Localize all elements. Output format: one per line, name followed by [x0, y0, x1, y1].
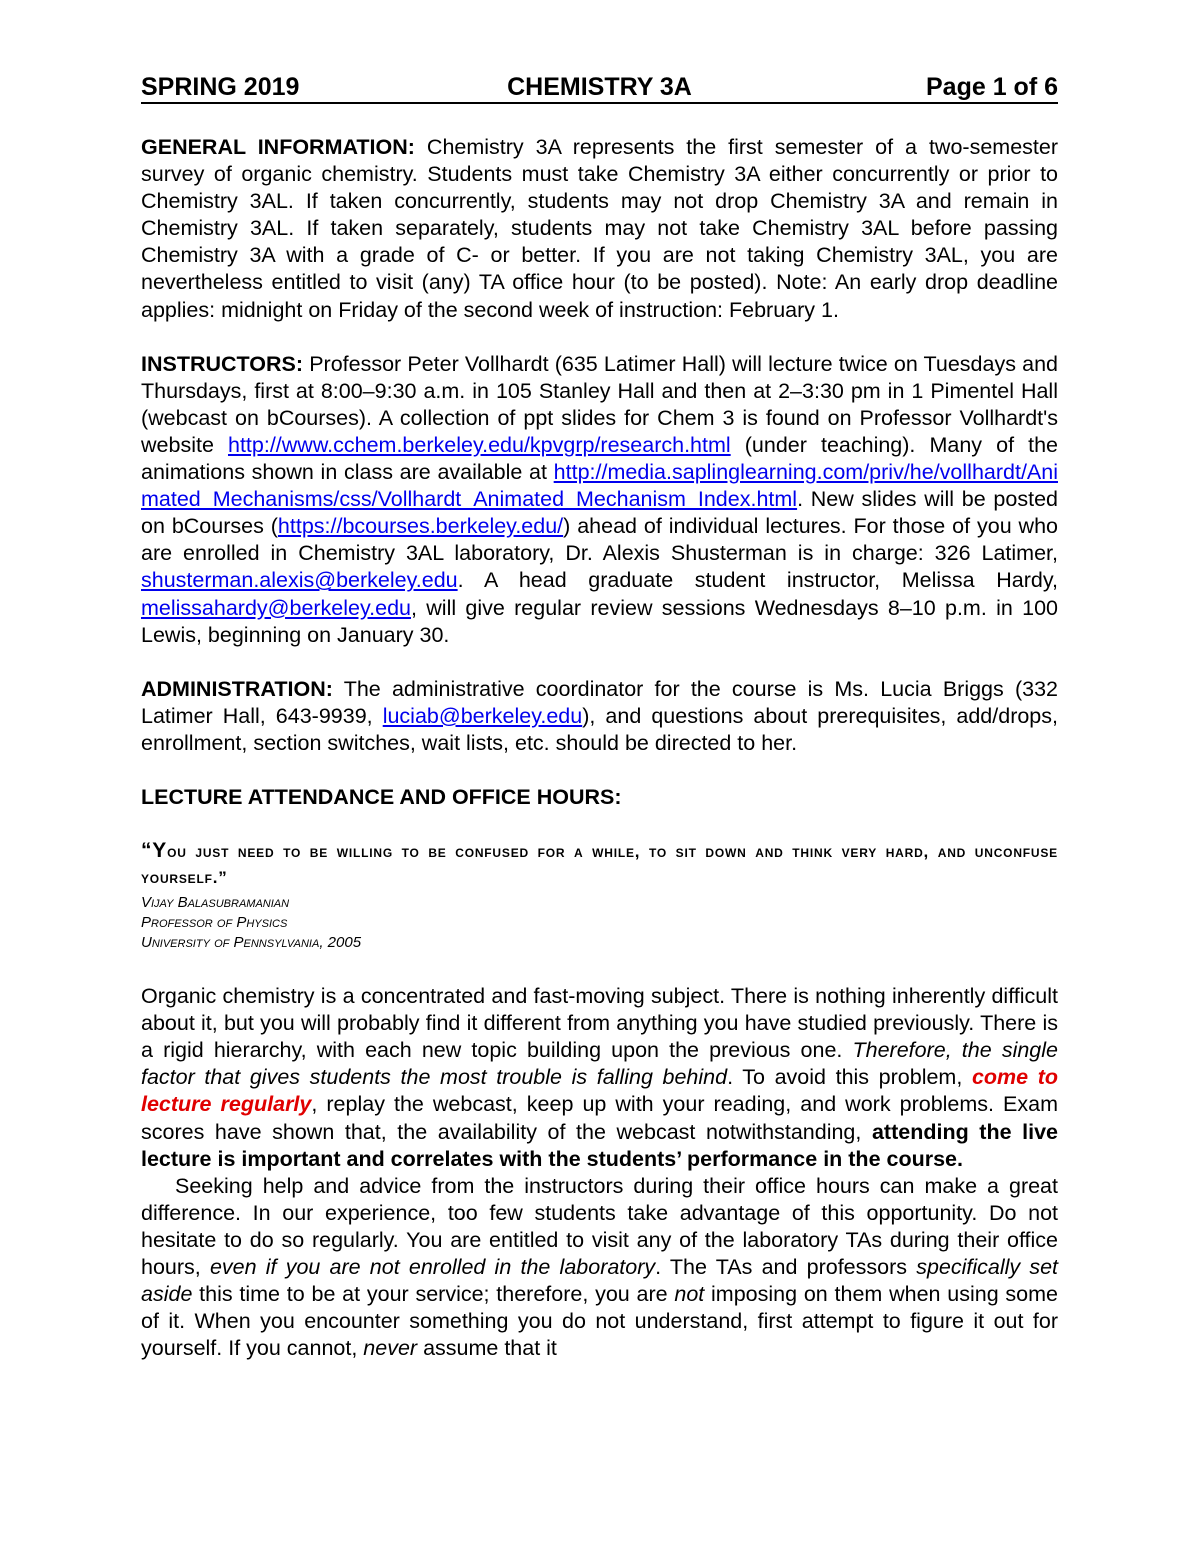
instructors-text-5: . A head graduate student instructor, Melissa Hardy, [457, 568, 1058, 593]
administration-text-2: ), and questions about prerequisites, add/drops, enrollment, section switches, wait lists, etc. should be directed to her. [141, 703, 1058, 755]
quote-block [141, 838, 1058, 891]
hardy-email-link[interactable]: melissahardy@berkeley.edu [141, 595, 411, 620]
seeking-italic-4: never [363, 1336, 418, 1361]
organic-italic-emphasis: Therefore, the single factor that gives students the most trouble is falling behind [141, 1038, 1058, 1090]
seeking-text-1: Seeking help and advice from the instructors during their office hours can make a great difference. In our experience, too few students take advantage of this opportunity. Do not hesitate to do so regularly. You are entitled to visit any of the laboratory TAs during their office hours, [141, 1173, 1058, 1279]
briggs-email-link[interactable]: luciab@berkeley.edu [382, 703, 583, 728]
quote-author-title: Professor of Physics [141, 914, 288, 932]
instructors-text-2: (under teaching). Many of the animations shown in class are available at [141, 432, 1059, 485]
seeking-italic-3: not [674, 1282, 705, 1307]
organic-chemistry-paragraph [141, 983, 1058, 1173]
bcourses-link[interactable]: https://bcourses.berkeley.edu/ [277, 514, 564, 539]
page-header [141, 70, 1058, 104]
quote-open: “Y [141, 839, 168, 863]
general-information-text: Chemistry 3A represents the first semester of a two-semester survey of organic chemistry. Students must take Chemistry 3A either concurrently or prior to Chemistry 3AL. If taken concurrently, students may not drop Chemistry 3A and remain in Chemistry 3AL. If taken separately, students may not take Chemistry 3AL before passing Chemistry 3A with a grade of C‑ or better. If you are not taking Chemistry 3AL, you are nevertheless entitled to visit (any) TA office hour (to be posted). Note: An early drop deadline applies: midnight on Friday of the second week of instruction: February 1. [141, 135, 1058, 322]
seeking-text-3: this time to be at your service; therefore, you are [192, 1282, 675, 1307]
instructors-text-1: Professor Peter Vollhardt (635 Latimer Hall) will lecture twice on Tuesdays and Thursdays, first at 8:00–9:30 a.m. in 105 Stanley Hall and then at 2–3:30 pm in 1 Pimentel Hall (webcast on bCourses). A collection of ppt slides for Chem 3 is found on Professor Vollhardt's website [141, 351, 1058, 457]
animated-mechanisms-link[interactable]: http://media.saplinglearning.com/priv/he/vollhardt/Animated_Mechanisms/css/Vollhardt_Animated_Mechanism_Index.html [141, 460, 1058, 512]
research-website-link[interactable]: http://www.cchem.berkeley.edu/kpvgrp/research.html [227, 432, 731, 457]
lecture-attendance-heading: LECTURE ATTENDANCE AND OFFICE HOURS: [141, 784, 622, 809]
general-information-label: GENERAL INFORMATION: [141, 135, 415, 159]
seeking-text-4: imposing on them when using some of it. When you encounter something you do not understand, first attempt to figure it out for yourself. If you cannot, [141, 1282, 1058, 1361]
quote-author: Vijay Balasubramanian [141, 894, 290, 912]
instructors-text-3: . New slides will be posted on bCourses ( [141, 487, 1058, 539]
office-hours-paragraph [141, 1173, 1058, 1363]
administration-text-1: The administrative coordinator for the course is Ms. Lucia Briggs (332 Latimer Hall, 643-9939, [141, 676, 1058, 728]
seeking-text-2: . The TAs and professors [655, 1255, 917, 1279]
administration-paragraph [141, 676, 1058, 757]
header-page-number: Page 1 of 6 [926, 73, 1058, 101]
header-semester: SPRING 2019 [141, 73, 300, 101]
instructors-text-4: ) ahead of individual lectures. For those of you who are enrolled in Chemistry 3AL laboratory, Dr. Alexis Shusterman is in charge: 326 Latimer, [141, 514, 1058, 566]
general-information-paragraph [141, 134, 1058, 324]
organic-text-3: , replay the webcast, keep up with your reading, and work problems. Exam scores have shown that, the availability of the webcast notwithstanding, [141, 1092, 1059, 1144]
quote-author-affiliation: University of Pennsylvania, 2005 [141, 934, 362, 952]
come-to-lecture-emphasis: come to lecture regularly [141, 1065, 1059, 1117]
seeking-italic-2: specifically set aside [141, 1255, 1059, 1307]
instructors-paragraph [141, 351, 1058, 649]
header-course: CHEMISTRY 3A [507, 73, 692, 101]
attendance-bold-statement: attending the live lecture is important and correlates with the students’ performance in the course. [141, 1119, 1058, 1171]
seeking-text-5: assume that it [417, 1336, 557, 1361]
shusterman-email-link[interactable]: shusterman.alexis@berkeley.edu [141, 568, 458, 593]
instructors-text-6: , will give regular review sessions Wednesdays 8–10 p.m. in 100 Lewis, beginning on January 30. [141, 595, 1058, 647]
organic-text-1: Organic chemistry is a concentrated and fast-moving subject. There is nothing inherently difficult about it, but you will probably find it different from anything you have studied previously. There is a rigid hierarchy, with each new topic building upon the previous one. [141, 984, 1058, 1063]
administration-label: ADMINISTRATION: [141, 676, 333, 701]
quote-text: ou just need to be willing to be confused for a while, to sit down and think very hard, and unconfuse yourself.” [141, 842, 1058, 888]
document-page [141, 70, 1058, 1362]
instructors-label: INSTRUCTORS: [141, 351, 304, 376]
seeking-italic-1: even if you are not enrolled in the laboratory [209, 1255, 656, 1279]
organic-text-2: . To avoid this problem, [727, 1065, 972, 1090]
